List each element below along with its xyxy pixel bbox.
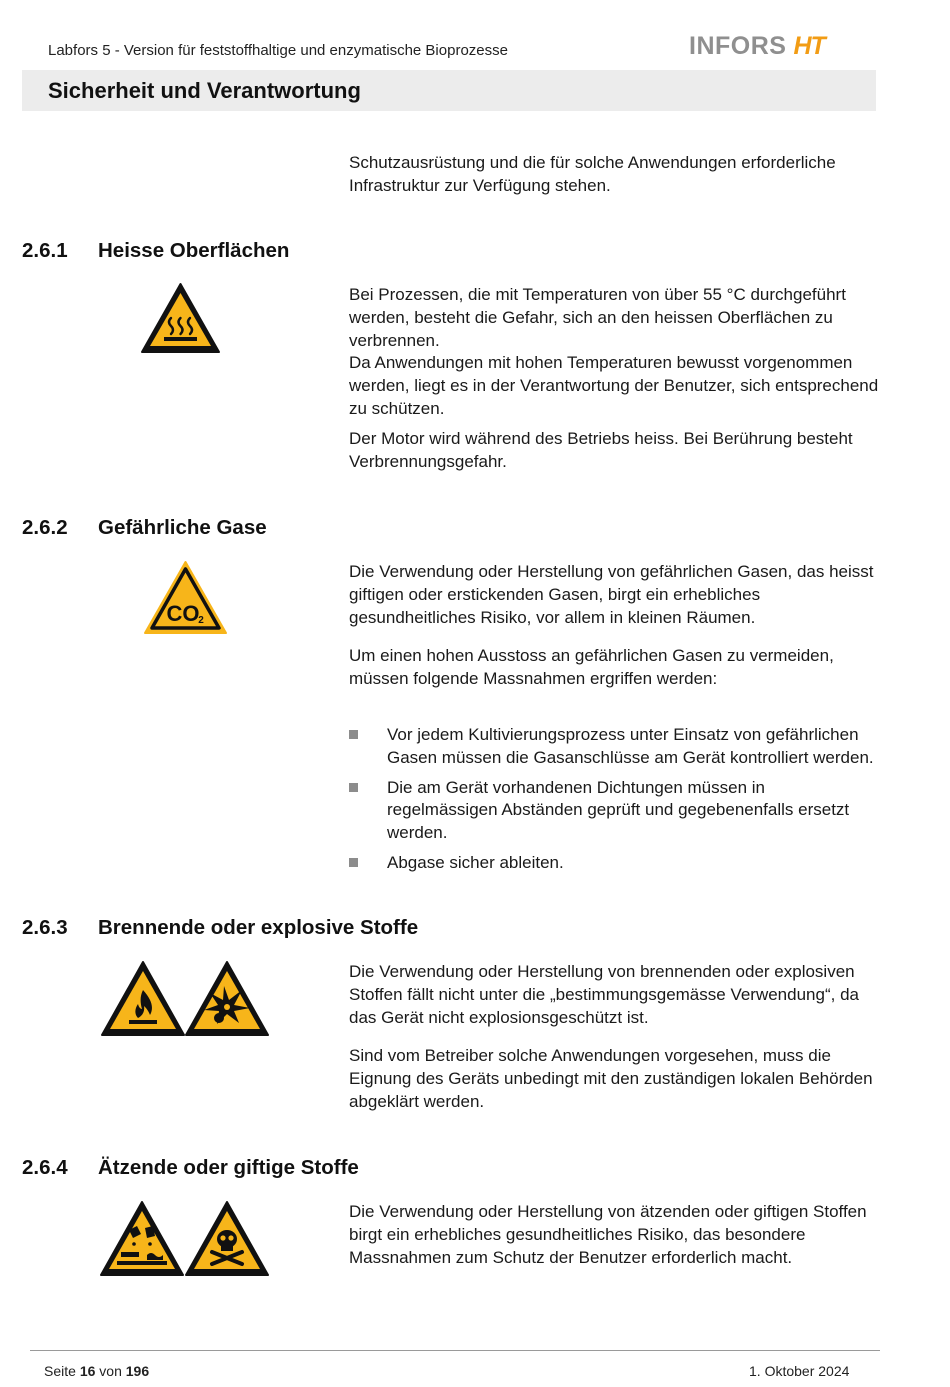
logo-suffix: HT: [793, 31, 825, 60]
corrosive-toxic-text: Die Verwendung oder Herstellung von ätzenden oder giftigen Stoffen birgt ein erhebliches gesundheitliches Risiko, das besondere Massnahmen zum Schutz der Benutzer erforderlich macht.: [349, 1202, 867, 1267]
document-title: Labfors 5 - Version für feststoffhaltige und enzymatische Bioprozesse: [48, 42, 508, 59]
co2-subscript: 2: [198, 615, 204, 626]
infors-ht-logo: [689, 30, 825, 62]
list-item: Abgase sicher ableiten.: [349, 852, 879, 875]
flammable-explosive-text: Die Verwendung oder Herstellung von brennenden oder explosiven Stoffen fällt nicht unter die „bestimmungsgemässe Verwendung“, da das Gerät nicht explosionsgeschützt ist. Sind vom Betreiber solche Anwendungen vorgesehen, muss die Eignung des Geräts unbedingt mit den zuständigen lokalen Behörden abgeklärt werden.: [349, 962, 873, 1111]
logo-text: INFORS: [689, 31, 787, 60]
list-item: Vor jedem Kultivierungsprozess unter Einsatz von gefährlichen Gasen müssen die Gasanschlüsse am Gerät kontrolliert werden.: [349, 724, 879, 770]
document-date: 1. Oktober 2024: [749, 1363, 850, 1379]
toxic-warning-icon: [184, 1200, 270, 1278]
intro-paragraph: Schutzausrüstung und die für solche Anwendungen erforderliche Infrastruktur zur Verfügung stehen.: [349, 153, 836, 195]
co2-warning-icon: [143, 560, 228, 636]
gas-measures-list: [349, 724, 879, 882]
section-heading-hot-surfaces: 2.6.1 Heisse Oberflächen: [22, 239, 290, 262]
footer-divider: [30, 1350, 880, 1351]
explosive-warning-icon: [184, 960, 270, 1038]
section-heading-flammable-explosive: 2.6.3 Brennende oder explosive Stoffe: [22, 916, 419, 939]
dangerous-gases-text: Die Verwendung oder Herstellung von gefährlichen Gasen, das heisst giftigen oder erstickenden Gasen, birgt ein erhebliches gesundheitliches Risiko, vor allem in kleinen Räumen. Um einen hohen Ausstoss an gefährlichen Gasen zu vermeiden, müssen folgende Massnahmen ergriffen werden:: [349, 562, 874, 689]
bullet-square-icon: [349, 730, 358, 739]
bullet-square-icon: [349, 858, 358, 867]
hot-surface-warning-icon: [140, 282, 221, 355]
co2-label: CO: [166, 601, 200, 626]
hot-surfaces-text: Bei Prozessen, die mit Temperaturen von über 55 °C durchgeführt werden, besteht die Gefahr, sich an den heissen Oberflächen zu verbrennen. Da Anwendungen mit hohen Temperaturen bewusst vorgenommen werden, liegt es in der Verantwortung der Benutzer, sich entsprechend zu schützen. Der Motor wird während des Betriebs heiss. Bei Berührung besteht Verbrennungsgefahr.: [349, 285, 879, 471]
list-item: Die am Gerät vorhandenen Dichtungen müssen in regelmässigen Abständen geprüft und gegebenenfalls ersetzt werden.: [349, 777, 879, 845]
section-heading-dangerous-gases: 2.6.2 Gefährliche Gase: [22, 516, 267, 539]
page-number: Seite 16 von 196: [44, 1363, 150, 1379]
corrosive-warning-icon: [99, 1200, 185, 1278]
chapter-title: Sicherheit und Verantwortung: [48, 78, 361, 103]
flammable-warning-icon: [100, 960, 186, 1038]
section-heading-corrosive-toxic: 2.6.4 Ätzende oder giftige Stoffe: [22, 1156, 359, 1179]
bullet-square-icon: [349, 783, 358, 792]
